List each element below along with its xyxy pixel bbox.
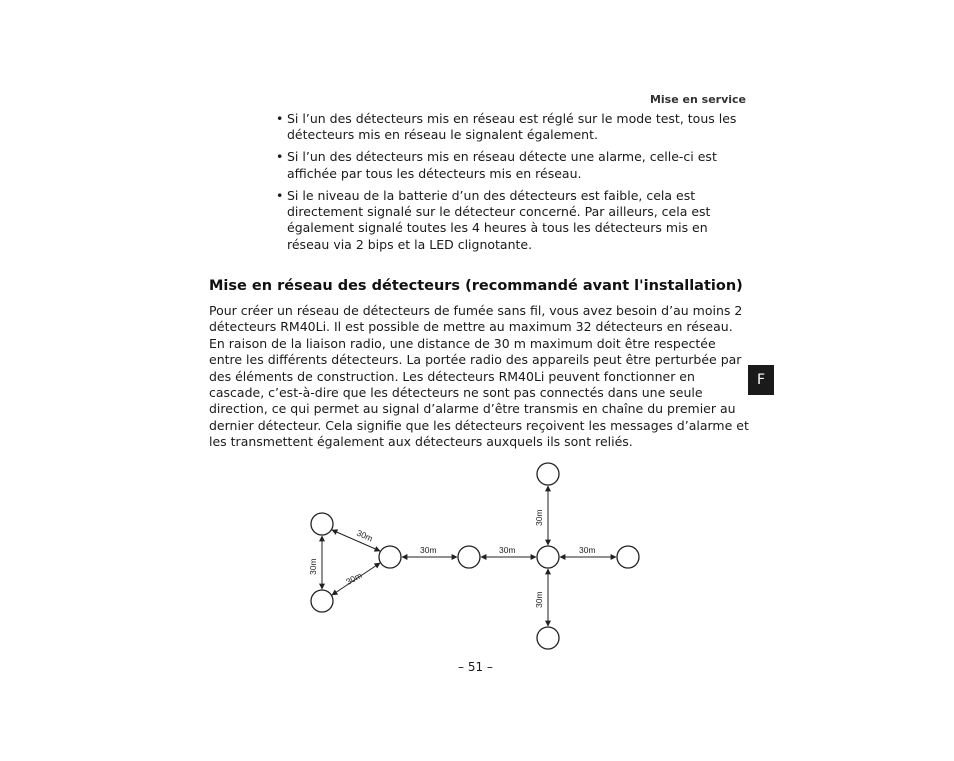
distance-label: 30m (308, 558, 318, 575)
list-item (276, 149, 746, 182)
detector-node (458, 546, 480, 568)
section-title: Mise en réseau des détecteurs (recommandé avant l'installation) (209, 278, 743, 294)
feature-list (276, 111, 746, 259)
list-item (276, 188, 746, 254)
section-header: Mise en service (649, 93, 746, 106)
detector-node (537, 463, 559, 485)
distance-label: 30m (534, 591, 544, 608)
list-item-text: Si le niveau de la batterie d’un des détecteurs est faible, cela est directement signalé sur le détecteur concerné. Par ailleurs, cela est également signalé toutes les 4 heures à tous les détecteurs mis en réseau via 2 bips et la LED clignotante. (287, 187, 711, 252)
network-diagram (300, 458, 650, 658)
detector-node (537, 546, 559, 568)
detector-node (311, 513, 333, 535)
bullet-marker: • (276, 187, 284, 203)
distance-label: 30m (355, 527, 375, 544)
distance-label: 30m (534, 509, 544, 526)
distance-label: 30m (579, 545, 596, 555)
page-number: – 51 – (458, 660, 493, 674)
detector-node (537, 627, 559, 649)
list-item (276, 111, 746, 144)
detector-node (311, 590, 333, 612)
list-item-text: Si l’un des détecteurs mis en réseau détecte une alarme, celle-ci est affichée par tous les détecteurs mis en réseau. (287, 149, 717, 181)
list-item-text: Si l’un des détecteurs mis en réseau est réglé sur le mode test, tous les détecteurs mis en réseau le signalent également. (287, 111, 737, 143)
distance-label: 30m (420, 545, 437, 555)
distance-label: 30m (344, 570, 364, 587)
bullet-marker: • (276, 111, 284, 126)
language-tab: F (748, 365, 774, 395)
detector-node (379, 546, 401, 568)
distance-label: 30m (499, 545, 516, 555)
detector-node (617, 546, 639, 568)
bullet-marker: • (276, 149, 284, 165)
section-body: Pour créer un réseau de détecteurs de fumée sans fil, vous avez besoin d’au moins 2 détecteurs RM40Li. Il est possible de mettre au maximum 32 détecteurs en réseau. En raison de la liaison radio, une distance de 30 m maximum doit être respectée entre les différents détecteurs. La portée radio des appareils peut être perturbée par des éléments de construction. Les détecteurs RM40Li peuvent fonctionner en cascade, c’est-à-dire que les détecteurs ne sont pas connectés dans une seule direction, ce qui permet au signal d’alarme d’être transmis en chaîne du premier au dernier détecteur. Cela signifie que les détecteurs reçoivent les messages d’alarme et les transmettent également aux détecteurs auxquels ils sont reliés. (209, 303, 749, 450)
